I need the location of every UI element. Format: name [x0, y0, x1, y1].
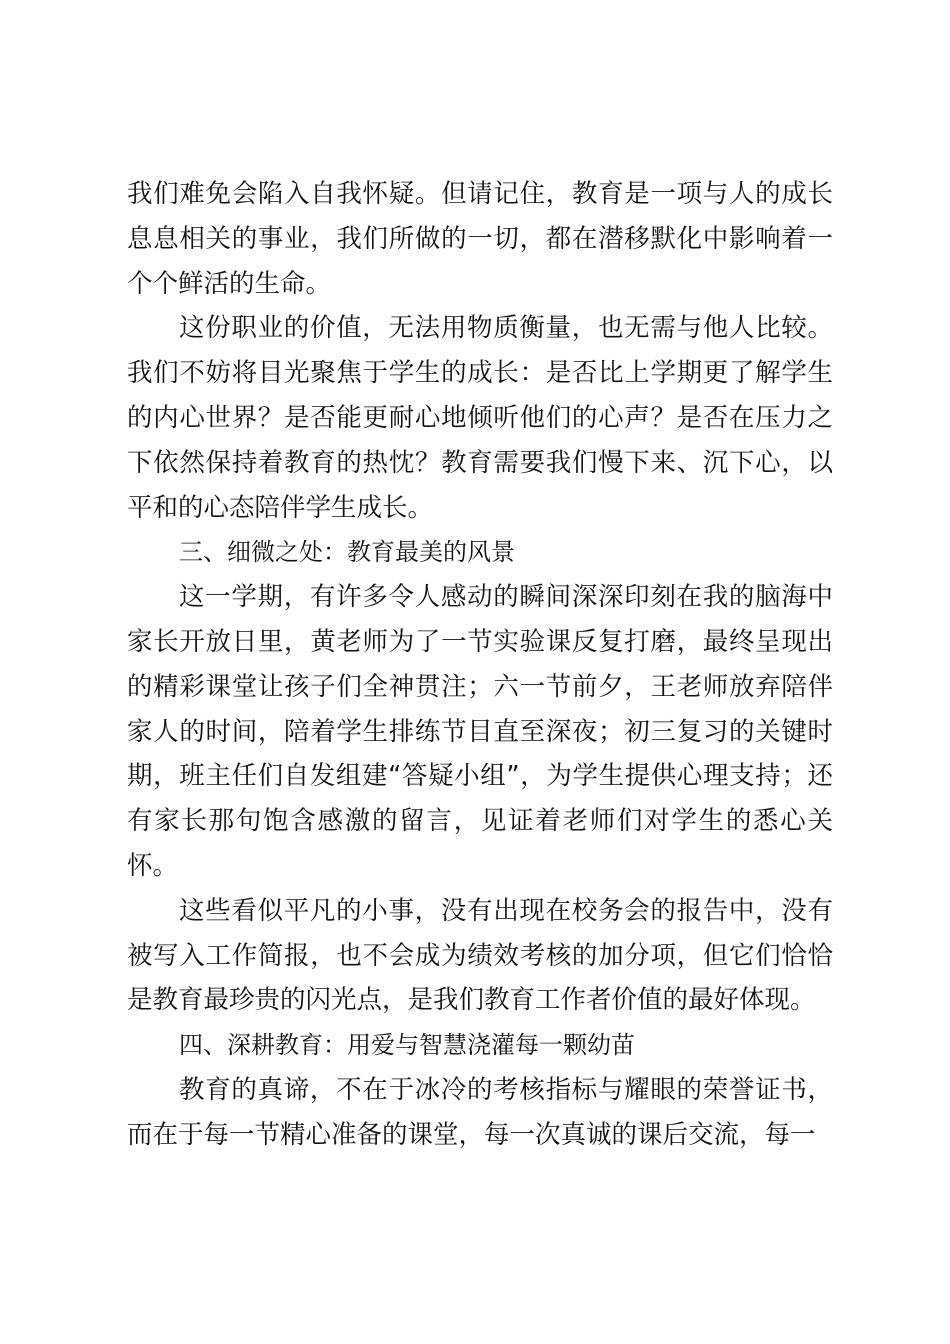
paragraph-essence-of-education: 教育的真谛，不在于冰冷的考核指标与耀眼的荣誉证书，而在于每一节精心准备的课堂，每一次真诚的课后交流，每一 — [127, 1074, 833, 1150]
paragraph-continuation: 我们难免会陷入自我怀疑。但请记住，教育是一项与人的成长息息相关的事业，我们所做的一切，都在潜移默化中影响着一个个鲜活的生命。 — [127, 179, 833, 299]
document-page — [127, 172, 833, 1158]
paragraph-career-value: 这份职业的价值，无法用物质衡量，也无需与他人比较。我们不妨将目光聚焦于学生的成长：是否比上学期更了解学生的内心世界？是否能更耐心地倾听他们的心声？是否在压力之下依然保持着教育的热忱？教育需要我们慢下来、沉下心，以平和的心态陪伴学生成长。 — [127, 313, 833, 523]
section-heading-3: 三、细微之处：教育最美的风景 — [179, 538, 515, 567]
section-heading-4: 四、深耕教育：用爱与智慧浇灌每一颗幼苗 — [179, 1031, 635, 1060]
paragraph-touching-moments: 这一学期，有许多令人感动的瞬间深深印刻在我的脑海中家长开放日里，黄老师为了一节实验课反复打磨，最终呈现出的精彩课堂让孩子们全神贯注；六一节前夕，王老师放弃陪伴家人的时间，陪着学生排练节目直至深夜；初三复习的关键时期，班主任们自发组建“答疑小组”，为学生提供心理支持；还有家长那句饱含感激的留言，见证着老师们对学生的悉心关怀。 — [127, 582, 833, 881]
paragraph-ordinary-things: 这些看似平凡的小事，没有出现在校务会的报告中，没有被写入工作简报，也不会成为绩效考核的加分项，但它们恰恰是教育最珍贵的闪光点，是我们教育工作者价值的最好体现。 — [127, 895, 833, 1016]
